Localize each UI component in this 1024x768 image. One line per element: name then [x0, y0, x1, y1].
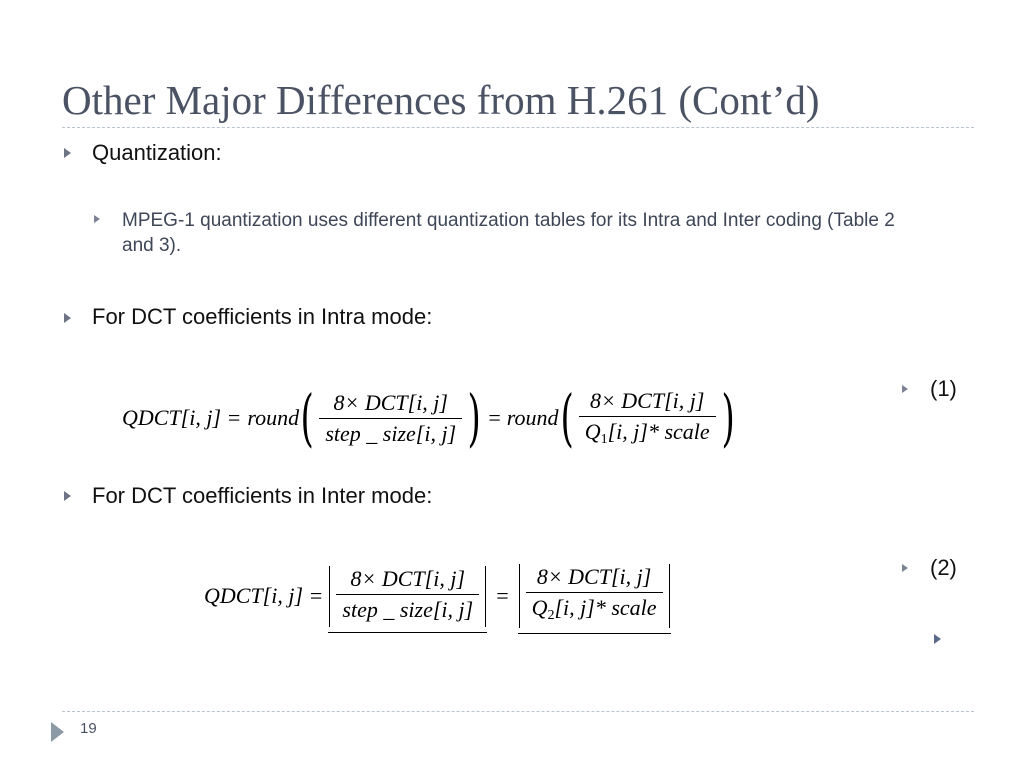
eq2-equals: =	[496, 583, 509, 608]
eq1-open-paren: (	[300, 381, 314, 454]
eq2-numerator-2: 8× DCT[i, j]	[536, 564, 652, 589]
eq1-open-paren-2: (	[559, 381, 574, 454]
bullet-inter-mode: For DCT coefficients in Inter mode:	[92, 483, 433, 508]
eq1-round-func-2: round	[506, 405, 559, 430]
eq2-denominator-1: step _ size[i, j]	[336, 594, 479, 623]
page-number: 19	[80, 720, 97, 737]
eq2-floor-1	[329, 566, 486, 627]
eq1-round-func: round	[247, 405, 300, 430]
eq1-fraction-1	[319, 390, 462, 447]
title-divider	[62, 127, 974, 128]
eq2-q-symbol: Q	[531, 595, 548, 620]
triangle-bullet-icon	[902, 385, 908, 393]
triangle-bullet-icon	[902, 564, 908, 572]
triangle-bullet-icon	[94, 215, 100, 223]
eq1-q-subscript: 1	[600, 432, 608, 447]
eq2-denominator-2	[526, 592, 663, 624]
equation-inter	[204, 558, 676, 634]
equation-intra	[122, 378, 736, 458]
bullet-quantization: Quantization:	[92, 140, 222, 165]
bullet-intra-mode: For DCT coefficients in Intra mode:	[92, 304, 433, 329]
eq1-den-rest: [i, j]* scale	[607, 419, 710, 444]
bullet-quantization-detail: MPEG-1 quantization uses different quantization tables for its Intra and Inter coding (Table 2 and 3).	[122, 210, 895, 256]
eq2-q-subscript: 2	[547, 608, 555, 623]
eq1-close-paren-2: )	[721, 381, 735, 454]
triangle-bullet-icon	[934, 634, 941, 644]
eq2-floor-2	[519, 564, 670, 628]
footer-triangle-icon	[51, 722, 64, 742]
triangle-bullet-icon	[64, 491, 71, 501]
slide-title: Other Major Differences from H.261 (Cont’d)	[62, 77, 820, 123]
eq1-lhs: QDCT[i, j] =	[122, 405, 242, 430]
eq1-q-symbol: Q	[584, 419, 601, 444]
eq1-numerator-1: 8× DCT[i, j]	[333, 389, 448, 415]
footer-divider	[62, 711, 974, 712]
eq1-close-paren: )	[467, 381, 481, 454]
eq2-numerator-1: 8× DCT[i, j]	[350, 565, 466, 591]
eq1-equals: =	[488, 405, 501, 430]
eq1-denominator-1: step _ size[i, j]	[319, 418, 462, 447]
equation-number-2: (2)	[930, 555, 957, 580]
equation-number-1: (1)	[930, 376, 957, 401]
triangle-bullet-icon	[64, 148, 71, 158]
eq2-den-rest: [i, j]* scale	[554, 595, 657, 620]
triangle-bullet-icon	[64, 313, 71, 323]
eq1-numerator-2: 8× DCT[i, j]	[589, 388, 705, 413]
eq1-denominator-2	[579, 416, 716, 448]
eq2-lhs: QDCT[i, j] =	[204, 583, 324, 608]
eq1-fraction-2	[579, 388, 716, 448]
